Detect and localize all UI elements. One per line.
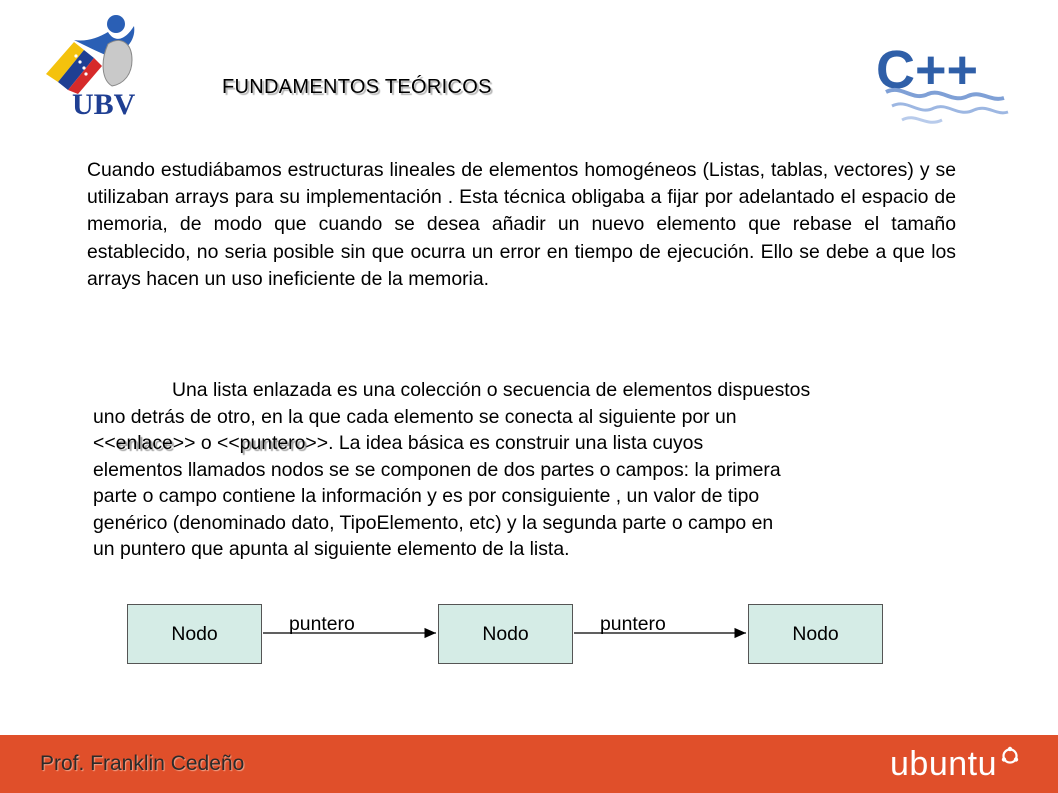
cpp-logo-text: C++ <box>876 40 979 100</box>
slide-title: FUNDAMENTOS TEÓRICOS <box>222 76 492 98</box>
paragraph-line: uno detrás de otro, en la que cada elemento se conecta al siguiente por un <box>93 405 737 428</box>
pointer-label: puntero <box>600 613 666 635</box>
bracket-text: << <box>93 432 116 454</box>
term-enlace: enlace <box>115 432 173 454</box>
paragraph-text: >>. La idea básica es construir una lista cuyos <box>305 432 704 454</box>
bracket-text: >> o << <box>172 432 240 454</box>
ubuntu-circle-icon <box>1000 746 1020 766</box>
term-puntero: puntero <box>239 432 306 454</box>
ubuntu-logo <box>890 740 1020 788</box>
paragraph-line: elementos llamados nodos se se componen de dos partes o campos: la primera <box>93 458 781 481</box>
ubv-logo-text: UBV <box>72 88 136 121</box>
author-name: Prof. Franklin Cedeño <box>40 752 245 775</box>
list-node: Nodo <box>748 604 883 664</box>
list-node: Nodo <box>127 604 262 664</box>
paragraph-line: parte o campo contiene la información y es por consiguiente , un valor de tipo <box>93 485 760 507</box>
ubuntu-wordmark: ubuntu <box>890 745 997 783</box>
paragraph-line: un puntero que apunta al siguiente elemento de la lista. <box>93 538 570 560</box>
intro-paragraph: Cuando estudiábamos estructuras lineales de elementos homogéneos (Listas, tablas, vectores) y se utilizaban arrays para su implementación . Esta técnica obligaba a fijar por adelantado el espacio de memoria, de modo que cuando se desea añadir un nuevo elemento que rebase el tamaño establecido, no seria posible sin que ocurra un error en tiempo de ejecución. Ello se debe a que los arrays hacen un uso ineficiente de la memoria. <box>87 159 956 290</box>
list-node: Nodo <box>438 604 573 664</box>
pointer-label: puntero <box>289 613 355 635</box>
paragraph-line: genérico (denominado dato, TipoElemento, etc) y la segunda parte o campo en <box>93 511 774 534</box>
paragraph-line-text: Una lista enlazada es una colección o secuencia de elementos dispuestos <box>172 379 811 401</box>
